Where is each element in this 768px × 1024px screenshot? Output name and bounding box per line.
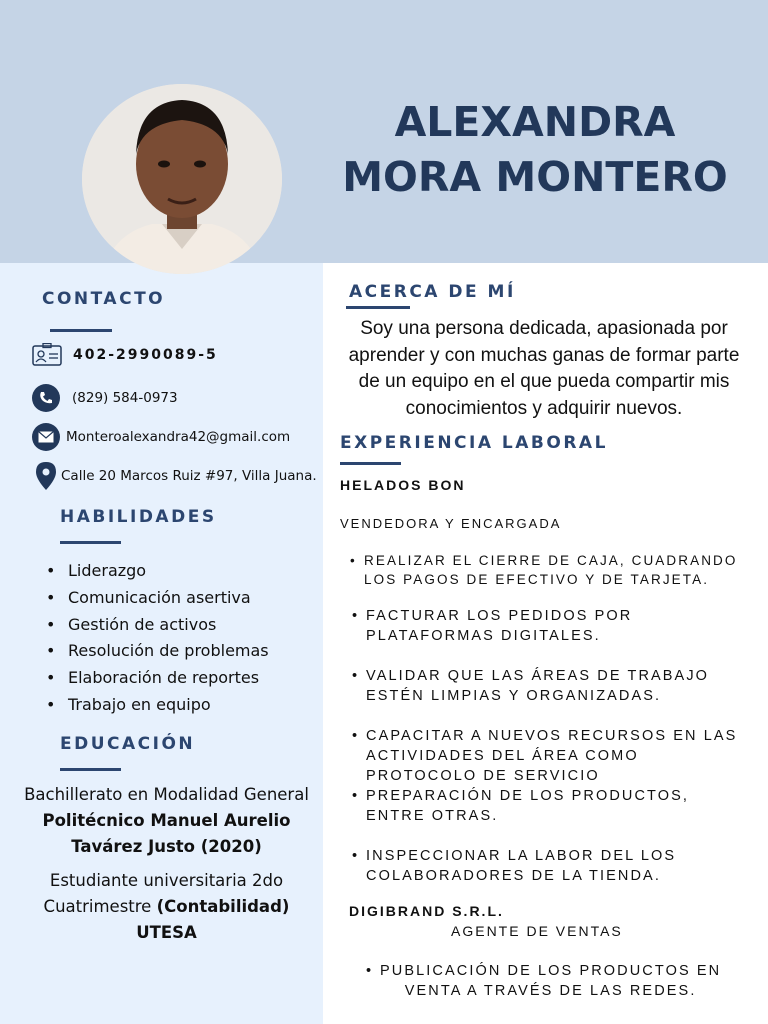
task-line: LOS PAGOS DE EFECTIVO Y DE TARJETA.	[364, 572, 710, 587]
skills-title: HABILIDADES	[60, 507, 217, 527]
bullet: •	[352, 668, 360, 684]
bullet: •	[352, 608, 360, 624]
job1-task-2	[352, 606, 633, 646]
phone-icon	[32, 384, 60, 412]
task-line: INSPECCIONAR LA LABOR DEL LOS	[366, 848, 677, 864]
about-text	[328, 316, 760, 422]
job1-company: HELADOS BON	[340, 477, 466, 493]
task-line: REALIZAR EL CIERRE DE CAJA, CUADRANDO	[364, 553, 738, 568]
education-title: EDUCACIÓN	[60, 734, 196, 754]
full-name	[330, 95, 740, 205]
about-line: aprender y con muchas ganas de formar parte	[348, 344, 740, 366]
education-rule	[60, 768, 121, 771]
skills-list	[46, 558, 269, 719]
about-title: ACERCA DE MÍ	[349, 282, 516, 302]
job1-task-6	[352, 846, 677, 886]
contact-id-row	[32, 343, 218, 367]
about-line: conocimientos y adquirir nuevos.	[405, 397, 683, 419]
university-line-1: Estudiante universitaria 2do	[49, 871, 284, 890]
task-line: CAPACITAR A NUEVOS RECURSOS EN LAS	[366, 728, 738, 744]
contact-title: CONTACTO	[42, 289, 166, 309]
task-line: PREPARACIÓN DE LOS PRODUCTOS,	[366, 788, 690, 804]
job1-role: VENDEDORA Y ENCARGADA	[340, 516, 562, 531]
skill-item: • Elaboración de reportes	[46, 665, 269, 692]
address: Calle 20 Marcos Ruiz #97, Villa Juana.	[61, 468, 317, 484]
id-card-icon	[32, 343, 62, 367]
about-line: de un equipo en el que pueda compartir mis	[358, 371, 730, 392]
job2-task-1	[366, 961, 722, 1001]
id-number: 402-2990089-5	[73, 347, 218, 363]
contact-email-row	[32, 423, 290, 451]
location-pin-icon	[36, 462, 56, 490]
task-line: FACTURAR LOS PEDIDOS POR	[366, 608, 633, 624]
bullet: •	[366, 963, 374, 979]
name-line-2: MORA MONTERO	[342, 153, 728, 201]
job1-task-4	[352, 726, 738, 786]
task-line: PROTOCOLO DE SERVICIO	[366, 768, 600, 784]
university-program: (Contabilidad)	[156, 897, 290, 916]
email-icon	[32, 423, 60, 451]
contact-rule	[50, 329, 112, 332]
task-line: PLATAFORMAS DIGITALES.	[366, 628, 601, 644]
job1-task-5	[352, 786, 690, 826]
skill-item: • Gestión de activos	[46, 612, 269, 639]
university-name: UTESA	[136, 923, 197, 942]
task-line: ENTRE OTRAS.	[366, 808, 499, 824]
task-line: ACTIVIDADES DEL ÁREA COMO	[366, 748, 639, 764]
experience-title: EXPERIENCIA LABORAL	[340, 433, 608, 453]
name-line-1: ALEXANDRA	[394, 98, 676, 146]
phone-number: (829) 584-0973	[72, 390, 178, 406]
contact-phone-row	[32, 384, 178, 412]
skill-item: • Resolución de problemas	[46, 638, 269, 665]
email-address: Monteroalexandra42@gmail.com	[66, 429, 291, 445]
task-line: PUBLICACIÓN DE LOS PRODUCTOS EN	[380, 963, 722, 979]
bullet: •	[350, 553, 357, 568]
education-block	[0, 782, 333, 946]
school-line-1: Politécnico Manuel Aurelio	[42, 811, 291, 830]
bullet: •	[352, 728, 360, 744]
skill-item: • Liderazgo	[46, 558, 269, 585]
task-line: COLABORADORES DE LA TIENDA.	[366, 868, 661, 884]
university-term: Cuatrimestre	[43, 897, 157, 916]
job2-company: DIGIBRAND S.R.L.	[349, 903, 504, 919]
bullet: •	[352, 848, 360, 864]
experience-rule	[340, 462, 401, 465]
contact-address-row	[36, 462, 317, 490]
job1-task-1	[350, 551, 738, 589]
task-line: VENTA A TRAVÉS DE LAS REDES.	[404, 983, 697, 999]
school-line-2: Tavárez Justo (2020)	[71, 837, 262, 856]
job1-task-3	[352, 666, 710, 706]
job2-role: AGENTE DE VENTAS	[451, 923, 623, 939]
bullet: •	[352, 788, 360, 804]
task-line: VALIDAR QUE LAS ÁREAS DE TRABAJO	[366, 668, 710, 684]
degree: Bachillerato en Modalidad General	[24, 785, 309, 804]
about-line: Soy una persona dedicada, apasionada por	[360, 318, 728, 339]
profile-photo	[82, 84, 282, 274]
about-rule	[346, 306, 410, 309]
university-line-2	[0, 894, 333, 920]
skills-rule	[60, 541, 121, 544]
skill-item: • Trabajo en equipo	[46, 692, 269, 719]
task-line: ESTÉN LIMPIAS Y ORGANIZADAS.	[366, 688, 662, 704]
skill-item: • Comunicación asertiva	[46, 585, 269, 612]
